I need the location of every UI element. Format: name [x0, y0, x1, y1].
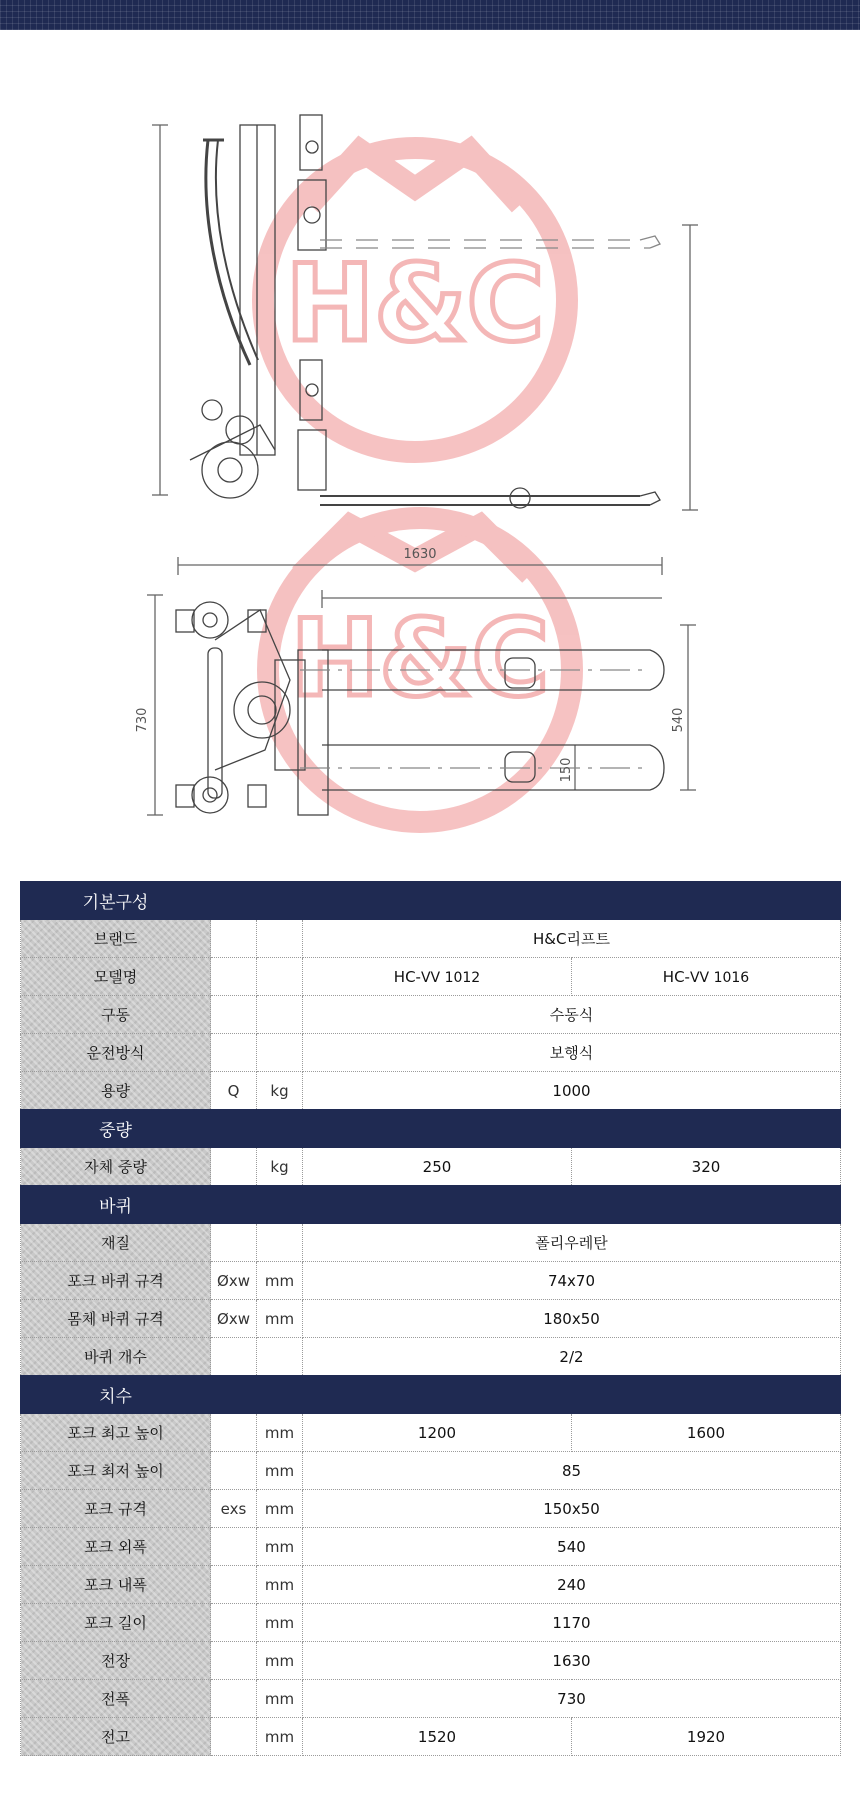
row-unit: mm	[257, 1566, 303, 1604]
row-capacity	[21, 1072, 841, 1110]
row-total-width	[21, 1680, 841, 1718]
row-label: 구동	[21, 996, 211, 1034]
row-label: 재질	[21, 1224, 211, 1262]
row-operation	[21, 1034, 841, 1072]
row-value: 2/2	[303, 1338, 841, 1376]
row-value: H&C리프트	[303, 920, 841, 958]
dim-fork-outer-label: 540	[671, 707, 686, 733]
row-value: 1000	[303, 1072, 841, 1110]
row-value: 180x50	[303, 1300, 841, 1338]
row-label: 운전방식	[21, 1034, 211, 1072]
row-label: 전장	[21, 1642, 211, 1680]
spec-table	[20, 881, 841, 1756]
row-label: 포크 규격	[21, 1490, 211, 1528]
section-wheel	[21, 1186, 841, 1224]
model-2	[572, 958, 841, 996]
row-symbol: Øxw	[211, 1300, 257, 1338]
row-label: 포크 내폭	[21, 1566, 211, 1604]
dim-fork-width-label: 150	[559, 757, 574, 783]
row-label: 브랜드	[21, 920, 211, 958]
row-drive	[21, 996, 841, 1034]
section-label: 기본구성	[21, 882, 211, 920]
section-label: 치수	[21, 1376, 211, 1414]
row-unit: kg	[257, 1148, 303, 1186]
row-unit: mm	[257, 1452, 303, 1490]
row-label: 몸체 바퀴 규격	[21, 1300, 211, 1338]
row-value-2: 1600	[572, 1414, 841, 1452]
row-unit: mm	[257, 1718, 303, 1756]
row-label: 바퀴 개수	[21, 1338, 211, 1376]
row-unit: mm	[257, 1604, 303, 1642]
row-unit: mm	[257, 1262, 303, 1300]
row-value: 540	[303, 1528, 841, 1566]
row-brand	[21, 920, 841, 958]
row-fork-inner	[21, 1566, 841, 1604]
row-fork-min	[21, 1452, 841, 1490]
row-fork-size	[21, 1490, 841, 1528]
row-fork-length	[21, 1604, 841, 1642]
model-prefix: HC-	[662, 967, 690, 986]
row-total-height	[21, 1718, 841, 1756]
dim-width-label: 730	[135, 707, 150, 733]
row-label: 모델명	[21, 958, 211, 996]
row-unit: mm	[257, 1414, 303, 1452]
row-body-wheel	[21, 1300, 841, 1338]
row-label: 포크 외폭	[21, 1528, 211, 1566]
row-wheel-count	[21, 1338, 841, 1376]
row-material	[21, 1224, 841, 1262]
row-symbol: Q	[211, 1072, 257, 1110]
section-label: 중량	[21, 1110, 211, 1148]
row-unit: kg	[257, 1072, 303, 1110]
watermark-text-bottom: H&C	[290, 597, 550, 720]
row-value-1: 250	[303, 1148, 572, 1186]
row-label: 전고	[21, 1718, 211, 1756]
row-label: 전폭	[21, 1680, 211, 1718]
row-value-2: 1920	[572, 1718, 841, 1756]
row-label: 포크 바퀴 규격	[21, 1262, 211, 1300]
row-model	[21, 958, 841, 996]
row-value: 1630	[303, 1642, 841, 1680]
row-total-length	[21, 1642, 841, 1680]
row-value: 730	[303, 1680, 841, 1718]
row-value-1: 1200	[303, 1414, 572, 1452]
row-label: 용량	[21, 1072, 211, 1110]
row-unit: mm	[257, 1642, 303, 1680]
model-suffix: VV 1012	[420, 969, 481, 986]
row-value: 수동식	[303, 996, 841, 1034]
section-basic	[21, 882, 841, 920]
model-1	[303, 958, 572, 996]
row-value: 1170	[303, 1604, 841, 1642]
row-label: 자체 중량	[21, 1148, 211, 1186]
row-value-1: 1520	[303, 1718, 572, 1756]
top-banner	[0, 0, 860, 30]
row-fork-wheel	[21, 1262, 841, 1300]
row-unit: mm	[257, 1490, 303, 1528]
row-label: 포크 최저 높이	[21, 1452, 211, 1490]
row-value: 74x70	[303, 1262, 841, 1300]
row-value-2: 320	[572, 1148, 841, 1186]
row-unit: mm	[257, 1680, 303, 1718]
row-label: 포크 최고 높이	[21, 1414, 211, 1452]
row-value: 240	[303, 1566, 841, 1604]
row-symbol: Øxw	[211, 1262, 257, 1300]
row-value: 폴리우레탄	[303, 1224, 841, 1262]
section-weight	[21, 1110, 841, 1148]
dim-length-label: 1630	[403, 547, 437, 562]
watermark-text-top: H&C	[285, 242, 545, 365]
technical-drawing	[0, 30, 860, 870]
row-unit: mm	[257, 1300, 303, 1338]
row-value: 150x50	[303, 1490, 841, 1528]
row-fork-outer	[21, 1528, 841, 1566]
row-self-weight	[21, 1148, 841, 1186]
section-label: 바퀴	[21, 1186, 211, 1224]
model-prefix: HC-	[393, 967, 421, 986]
model-suffix: VV 1016	[689, 969, 750, 986]
row-fork-max	[21, 1414, 841, 1452]
row-unit: mm	[257, 1528, 303, 1566]
section-dimension	[21, 1376, 841, 1414]
row-value: 85	[303, 1452, 841, 1490]
row-label: 포크 길이	[21, 1604, 211, 1642]
row-value: 보행식	[303, 1034, 841, 1072]
row-symbol: exs	[211, 1490, 257, 1528]
